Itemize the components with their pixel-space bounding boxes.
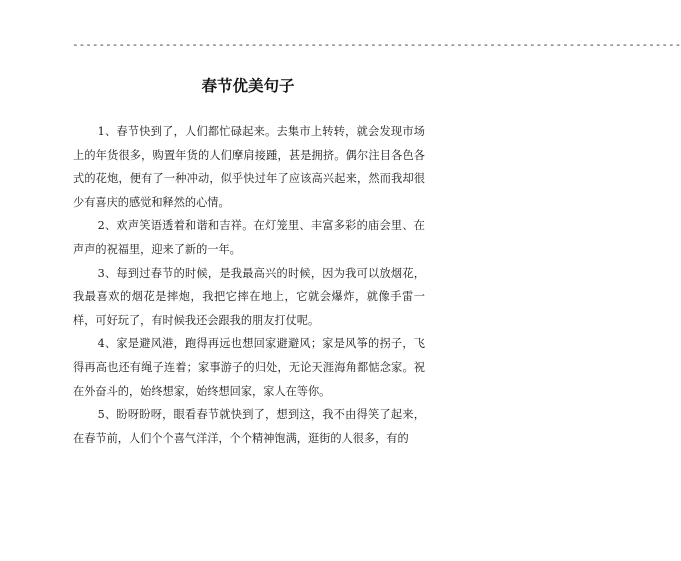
paragraph-1: 1、春节快到了，人们都忙碌起来。去集市上转转，就会发现市场上的年货很多，购置年货的人们摩肩接踵，甚是拥挤。偶尔注目各色各式的花炮，便有了一种冲动，似乎快过年了应该高兴起来，然而我却很少有喜庆的感觉和释然的心情。 (73, 125, 425, 209)
page-title: 春节优美句子 (201, 77, 295, 95)
paragraph-5: 5、盼呀盼呀，眼看春节就快到了，想到这，我不由得笑了起来，在春节前，人们个个喜气洋洋，个个精神饱满，逛街的人很多，有的 (73, 408, 425, 445)
header-dashed-rule: -------------------------------------------------------------------------------------------- (72, 38, 681, 51)
paragraph-4: 4、家是避风港，跑得再远也想回家避避风；家是风筝的拐子，飞得再高也还有绳子连着；家事游子的归处，无论天涯海角都惦念家。祝在外奋斗的，始终想家，始终想回家，家人在等你。 (73, 337, 425, 398)
paragraph-2: 2、欢声笑语透着和谐和吉祥。在灯笼里、丰富多彩的庙会里、在声声的祝福里，迎来了新的一年。 (73, 219, 425, 256)
paragraph-3: 3、每到过春节的时候，是我最高兴的时候，因为我可以放烟花，我最喜欢的烟花是摔炮，我把它摔在地上，它就会爆炸，就像手雷一样，可好玩了，有时候我还会跟我的朋友打仗呢。 (73, 266, 425, 327)
body-text (73, 120, 425, 450)
